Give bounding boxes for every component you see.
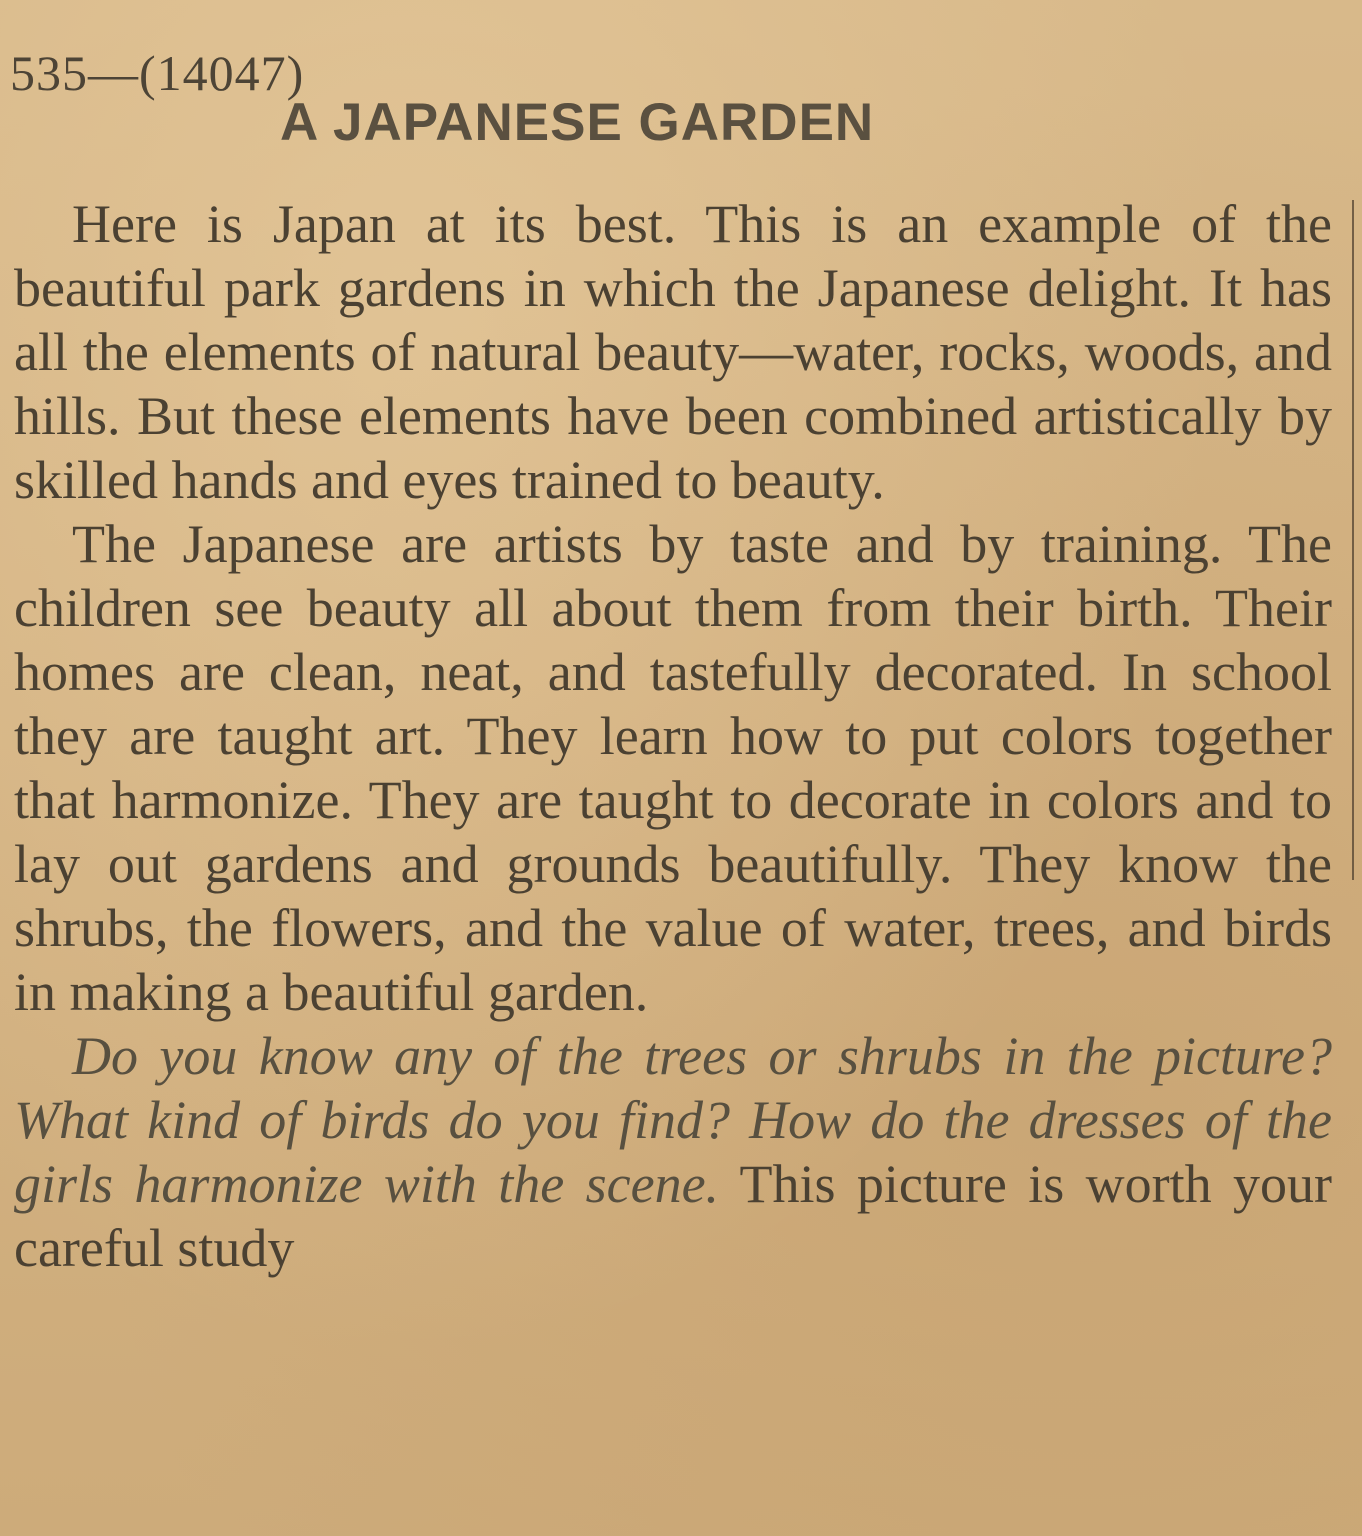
card-title: A JAPANESE GARDEN: [280, 93, 875, 152]
card-edge-line: [1352, 200, 1354, 880]
paragraph-artists: The Japanese are artists by taste and by training. The children see beauty all about them from their birth. Their homes are clean, neat, and tastefully decorated. In school they are taught art. They learn how to put colors together that harmonize. They are taught to decorate in colors and to lay out gardens and grounds beautifully. They know the shrubs, the flowers, and the value of water, trees, and birds in making a beautiful garden.: [14, 514, 1332, 1022]
study-questions: Do you know any of the trees or shrubs in the picture? What kind of birds do you find? How do the dresses of the girls harmonize with the scene.: [14, 1026, 1332, 1214]
paragraph-questions: [14, 1024, 1332, 1280]
paragraph-intro: Here is Japan at its best. This is an example of the beautiful park gardens in which the Japanese delight. It has all the elements of natural beauty—water, rocks, woods, and hills. But these elements have been combined artistically by skilled hands and eyes trained to beauty.: [14, 194, 1332, 510]
card-body: [14, 192, 1332, 1280]
catalog-number: 535—(14047): [10, 45, 305, 101]
closing-sentence: This picture is worth your careful study: [14, 1154, 1332, 1278]
